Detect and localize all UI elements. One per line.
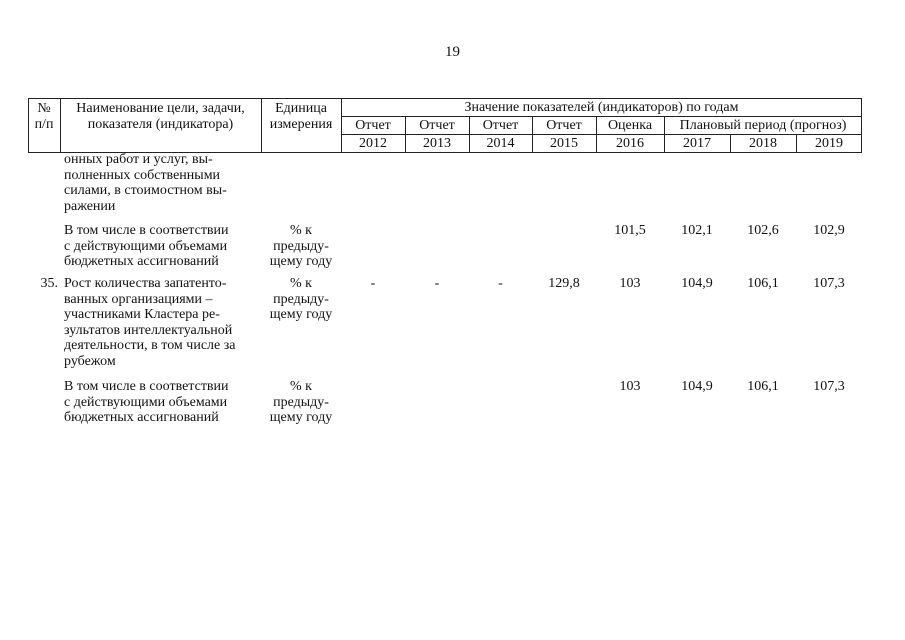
header-year-2015: 2015 [550, 136, 578, 151]
row-value-2018: 106,1 [747, 276, 779, 291]
row-value-2016: 101,5 [614, 223, 646, 238]
header-year-2018: 2018 [749, 136, 777, 151]
page-number: 19 [445, 44, 460, 60]
row-value-2017: 104,9 [681, 379, 713, 394]
row-value-2017: 102,1 [681, 223, 713, 238]
header-year-2012: 2012 [359, 136, 387, 151]
header-plan-group: Плановый период (прогноз) [679, 118, 847, 133]
row-value-2016: 103 [619, 379, 641, 394]
row-value-2017: 104,9 [681, 276, 713, 291]
row-value-2012: - [370, 276, 376, 291]
row-unit: % к предыду- щему году [269, 276, 333, 323]
row-num: 35. [40, 276, 58, 291]
header-col-kind-2012: Отчет [355, 118, 391, 133]
header-col-kind-2016: Оценка [607, 118, 653, 133]
row-value-2016: 103 [619, 276, 641, 291]
row-value-2015: 129,8 [548, 276, 580, 291]
row-name: онных работ и услуг, вы- полненных собственными силами, в стоимостном вы- ражении [64, 152, 227, 214]
header-year-2016: 2016 [616, 136, 644, 151]
header-col-kind-2013: Отчет [419, 118, 455, 133]
row-unit: % к предыду- щему году [269, 379, 333, 426]
header-values-group: Значение показателей (индикаторов) по годам [464, 100, 739, 115]
row-name: Рост количества запатенто- ванных организациями – участниками Кластера ре- зультатов интеллектуальной деятельности, в том числе за рубежом [64, 276, 236, 369]
header-num: № п/п [34, 101, 54, 132]
row-value-2019: 107,3 [813, 276, 845, 291]
header-year-2013: 2013 [423, 136, 451, 151]
row-value-2019: 102,9 [813, 223, 845, 238]
header-year-2014: 2014 [486, 136, 515, 151]
header-year-2017: 2017 [683, 136, 711, 151]
header-name: Наименование цели, задачи, показателя (индикатора) [76, 101, 245, 132]
row-value-2018: 102,6 [747, 223, 779, 238]
row-value-2014: - [498, 276, 503, 291]
header-col-kind-2015: Отчет [546, 118, 582, 133]
row-value-2013: - [434, 276, 440, 291]
header-unit: Единица измерения [269, 101, 333, 132]
header-year-2019: 2019 [815, 136, 843, 151]
row-value-2019: 107,3 [813, 379, 845, 394]
row-name: В том числе в соответствии с действующими объемами бюджетных ассигнований [64, 223, 229, 270]
row-unit: % к предыду- щему году [269, 223, 333, 270]
row-value-2018: 106,1 [747, 379, 779, 394]
row-name: В том числе в соответствии с действующими объемами бюджетных ассигнований [64, 379, 229, 426]
header-col-kind-2014: Отчет [482, 118, 519, 133]
